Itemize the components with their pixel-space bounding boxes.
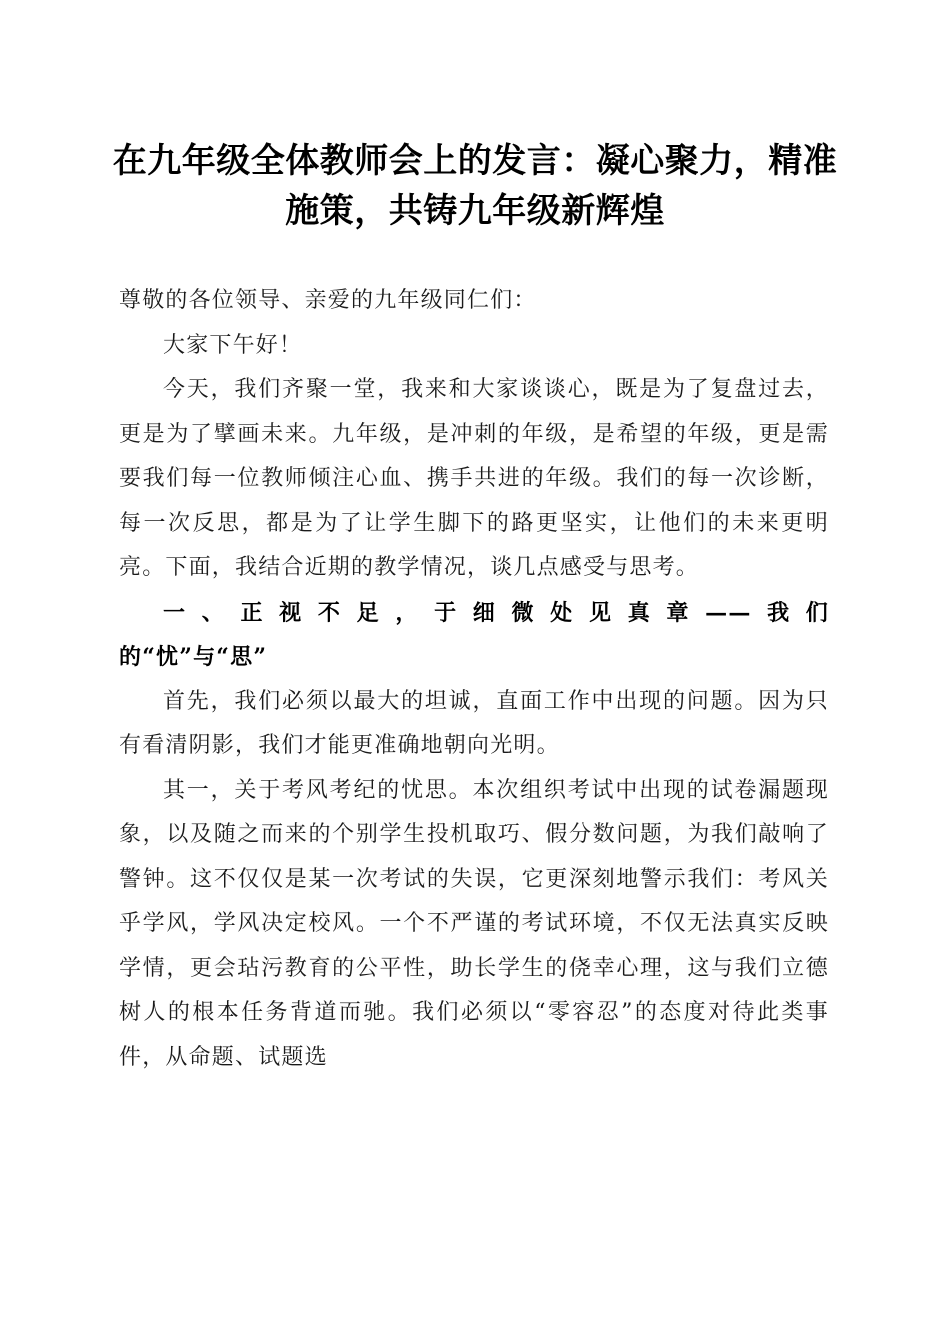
- section-heading-line1: 一、正视不足，于细微处见真章——我们: [163, 599, 829, 626]
- greeting: 大家下午好！: [163, 332, 303, 358]
- salutation: 尊敬的各位领导、亲爱的九年级同仁们：: [119, 288, 537, 313]
- document-body: [119, 279, 829, 1080]
- intro-paragraph: 今天，我们齐聚一堂，我来和大家谈谈心，既是为了复盘过去，更是为了擘画未来。九年级，是冲刺的年级，是希望的年级，更是需要我们每一位教师倾注心血、携手共进的年级。我们的每一次诊断，每一次反思，都是为了让学生脚下的路更坚实，让他们的未来更明亮。下面，我结合近期的教学情况，谈几点感受与思考。: [119, 377, 829, 580]
- section-paragraph-1: 首先，我们必须以最大的坦诚，直面工作中出现的问题。因为只有看清阴影，我们才能更准确地朝向光明。: [119, 688, 829, 758]
- section-heading: [119, 591, 829, 680]
- section-paragraph-2: 其一，关于考风考纪的忧思。本次组织考试中出现的试卷漏题现象，以及随之而来的个别学生投机取巧、假分数问题，为我们敲响了警钟。这不仅仅是某一次考试的失误，它更深刻地警示我们：考风关乎学风，学风决定校风。一个不严谨的考试环境，不仅无法真实反映学情，更会玷污教育的公平性，助长学生的侥幸心理，这与我们立德树人的根本任务背道而驰。我们必须以“零容忍”的态度对待此类事件，从命题、试题选: [119, 777, 829, 1070]
- section-heading-line2: 的“忧”与“思”: [119, 644, 268, 670]
- document-title: 在九年级全体教师会上的发言：凝心聚力，精准施策，共铸九年级新辉煌: [112, 141, 838, 231]
